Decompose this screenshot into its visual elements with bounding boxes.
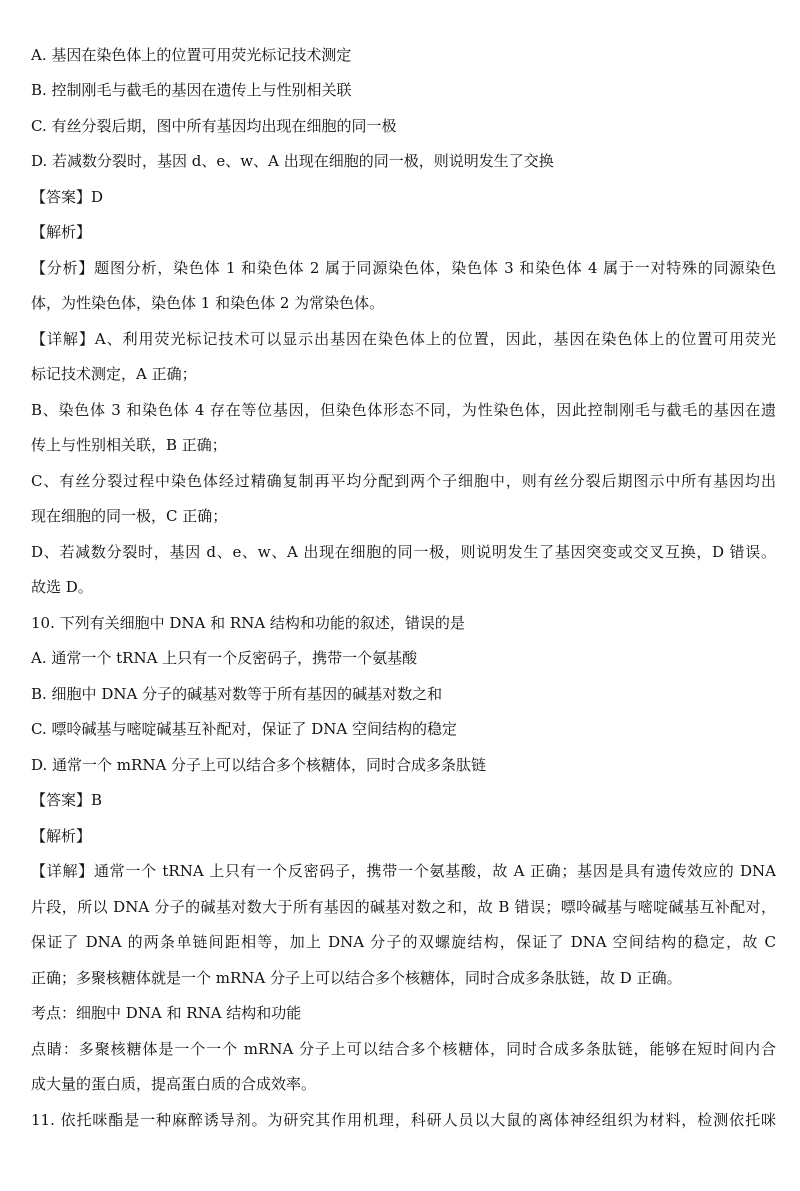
detail-paragraph-line: 【详解】A、利用荧光标记技术可以显示出基因在染色体上的位置，因此，基因在染色体上的位置可用荧光 xyxy=(31,330,776,348)
q10-topic-line: 考点：细胞中 DNA 和 RNA 结构和功能 xyxy=(31,1004,302,1022)
option-d-line: D. 若减数分裂时，基因 d、e、w、A 出现在细胞的同一极，则说明发生了交换 xyxy=(31,152,554,170)
q10-option-b: B. 细胞中 DNA 分子的碱基对数等于所有基因的碱基对数之和 xyxy=(31,685,443,703)
question-10-stem: 10. 下列有关细胞中 DNA 和 RNA 结构和功能的叙述，错误的是 xyxy=(31,614,465,632)
detail-paragraph-line: B、染色体 3 和染色体 4 存在等位基因，但染色体形态不同，为性染色体，因此控制刚毛与截毛的基因在遗 xyxy=(31,401,776,419)
q10-comment-line: 点睛：多聚核糖体是一个一个 mRNA 分子上可以结合多个核糖体，同时合成多条肽链，能够在短时间内合 xyxy=(31,1040,776,1058)
question-11-stem: 11. 依托咪酯是一种麻醉诱导剂。为研究其作用机理，科研人员以大鼠的离体神经组织为材料，检测依托咪 xyxy=(31,1111,776,1129)
q10-answer-label: 【答案】B xyxy=(31,791,103,809)
q10-detail-line: 保证了 DNA 的两条单链间距相等，加上 DNA 分子的双螺旋结构，保证了 DNA 空间结构的稳定，故 C xyxy=(31,933,776,951)
detail-paragraph-line: 传上与性别相关联，B 正确； xyxy=(31,436,227,454)
conclusion-line: 故选 D。 xyxy=(31,578,93,596)
q10-comment-line: 成大量的蛋白质，提高蛋白质的合成效率。 xyxy=(31,1075,317,1093)
option-b-line: B. 控制刚毛与截毛的基因在遗传上与性别相关联 xyxy=(31,81,352,99)
q10-detail-line: 【详解】通常一个 tRNA 上只有一个反密码子，携带一个氨基酸，故 A 正确；基因是具有遗传效应的 DNA xyxy=(31,862,776,880)
analysis-paragraph-line: 体，为性染色体，染色体 1 和染色体 2 为常染色体。 xyxy=(31,294,385,312)
analysis-paragraph-line: 【分析】题图分析，染色体 1 和染色体 2 属于同源染色体，染色体 3 和染色体 4 属于一对特殊的同源染色 xyxy=(31,259,776,277)
q10-detail-line: 正确；多聚核糖体就是一个 mRNA 分子上可以结合多个核糖体，同时合成多条肽链，故 D 正确。 xyxy=(31,969,682,987)
q10-option-d: D. 通常一个 mRNA 分子上可以结合多个核糖体，同时合成多条肽链 xyxy=(31,756,487,774)
detail-paragraph-line: 标记技术测定，A 正确； xyxy=(31,365,197,383)
analysis-label: 【解析】 xyxy=(31,223,92,241)
detail-paragraph-line: 现在细胞的同一极，C 正确； xyxy=(31,507,228,525)
q10-option-a: A. 通常一个 tRNA 上只有一个反密码子，携带一个氨基酸 xyxy=(31,649,418,667)
q10-detail-line: 片段，所以 DNA 分子的碱基对数大于所有基因的碱基对数之和，故 B 错误；嘌呤碱基与嘧啶碱基互补配对， xyxy=(31,898,776,916)
detail-paragraph-line: D、若减数分裂时，基因 d、e、w、A 出现在细胞的同一极，则说明发生了基因突变或交叉互换，D 错误。 xyxy=(31,543,776,561)
option-c-line: C. 有丝分裂后期，图中所有基因均出现在细胞的同一极 xyxy=(31,117,397,135)
q10-analysis-label: 【解析】 xyxy=(31,827,92,845)
q10-option-c: C. 嘌呤碱基与嘧啶碱基互补配对，保证了 DNA 空间结构的稳定 xyxy=(31,720,458,738)
option-a-line: A. 基因在染色体上的位置可用荧光标记技术测定 xyxy=(31,46,352,64)
answer-label: 【答案】D xyxy=(31,188,104,206)
detail-paragraph-line: C、有丝分裂过程中染色体经过精确复制再平均分配到两个子细胞中，则有丝分裂后期图示中所有基因均出 xyxy=(31,472,776,490)
